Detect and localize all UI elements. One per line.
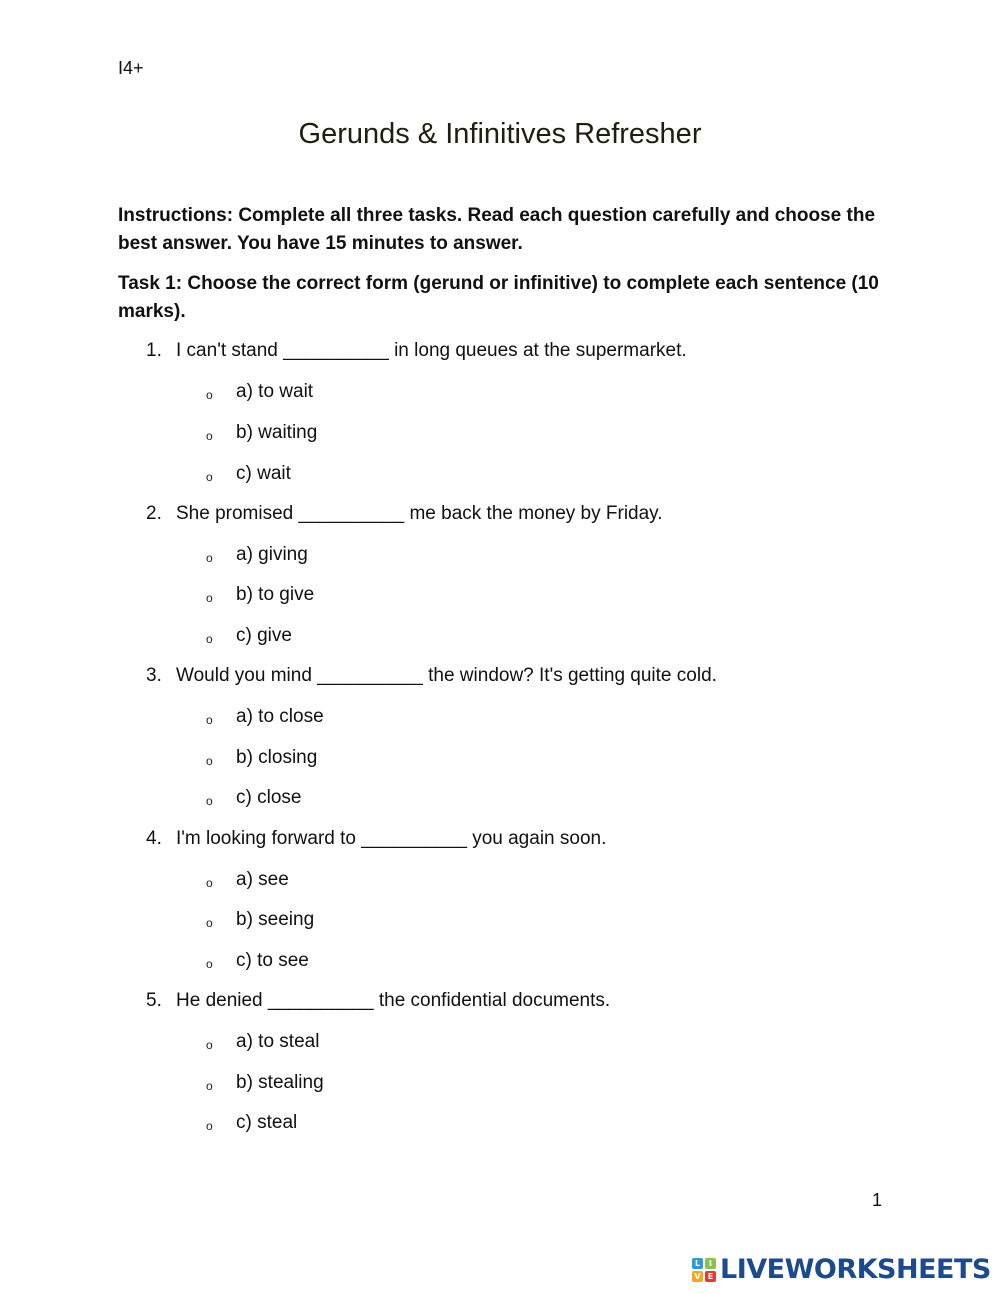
question-text: She promised __________ me back the money by Friday. bbox=[176, 503, 663, 524]
bullet-icon: o bbox=[206, 1119, 213, 1133]
question-number: 3. bbox=[146, 665, 162, 686]
bullet-icon: o bbox=[206, 957, 213, 971]
logo-tile: I bbox=[705, 1258, 716, 1269]
page-number: 1 bbox=[872, 1190, 883, 1210]
question-text: I can't stand __________ in long queues at the supermarket. bbox=[176, 340, 687, 361]
question-number: 1. bbox=[146, 340, 162, 361]
option-b[interactable]: b) to give bbox=[236, 584, 315, 605]
liveworksheets-logo[interactable] bbox=[692, 1254, 991, 1285]
bullet-icon: o bbox=[206, 1079, 213, 1093]
brand-text: LIVEWORKSHEETS bbox=[720, 1254, 991, 1285]
logo-tile: L bbox=[692, 1258, 703, 1269]
bullet-icon: o bbox=[206, 876, 213, 890]
bullet-icon: o bbox=[206, 591, 213, 605]
bullet-icon: o bbox=[206, 713, 213, 727]
option-c[interactable]: c) close bbox=[236, 787, 302, 808]
question-text: Would you mind __________ the window? It's getting quite cold. bbox=[176, 665, 717, 686]
question-number: 5. bbox=[146, 990, 162, 1011]
bullet-icon: o bbox=[206, 1038, 213, 1052]
option-c[interactable]: c) wait bbox=[236, 463, 291, 484]
page-title: Gerunds & Infinitives Refresher bbox=[298, 118, 702, 150]
option-b[interactable]: b) closing bbox=[236, 747, 318, 768]
bullet-icon: o bbox=[206, 470, 213, 484]
bullet-icon: o bbox=[206, 429, 213, 443]
question-number: 4. bbox=[146, 828, 162, 849]
option-c[interactable]: c) to see bbox=[236, 950, 309, 971]
logo-tile: E bbox=[705, 1271, 716, 1282]
bullet-icon: o bbox=[206, 632, 213, 646]
option-b[interactable]: b) seeing bbox=[236, 909, 315, 930]
option-a[interactable]: a) to close bbox=[236, 706, 324, 727]
brand-grid-icon bbox=[692, 1258, 716, 1282]
option-a[interactable]: a) giving bbox=[236, 544, 308, 565]
question-text: I'm looking forward to __________ you again soon. bbox=[176, 828, 607, 849]
question-number: 2. bbox=[146, 503, 162, 524]
bullet-icon: o bbox=[206, 551, 213, 565]
option-c[interactable]: c) give bbox=[236, 625, 292, 646]
option-c[interactable]: c) steal bbox=[236, 1112, 298, 1133]
level-tag: I4+ bbox=[118, 58, 144, 78]
bullet-icon: o bbox=[206, 388, 213, 402]
bullet-icon: o bbox=[206, 794, 213, 808]
task1-heading: Task 1: Choose the correct form (gerund or infinitive) to complete each sentence (10 marks). bbox=[118, 273, 879, 322]
question-text: He denied __________ the confidential documents. bbox=[176, 990, 611, 1011]
option-a[interactable]: a) to steal bbox=[236, 1031, 320, 1052]
option-b[interactable]: b) stealing bbox=[236, 1072, 324, 1093]
option-a[interactable]: a) see bbox=[236, 869, 289, 890]
instructions-text: Instructions: Complete all three tasks. Read each question carefully and choose the best answer. You have 15 minutes to answer. bbox=[118, 205, 876, 254]
logo-tile: V bbox=[692, 1271, 703, 1282]
option-b[interactable]: b) waiting bbox=[236, 422, 318, 443]
option-a[interactable]: a) to wait bbox=[236, 381, 314, 402]
bullet-icon: o bbox=[206, 916, 213, 930]
bullet-icon: o bbox=[206, 754, 213, 768]
